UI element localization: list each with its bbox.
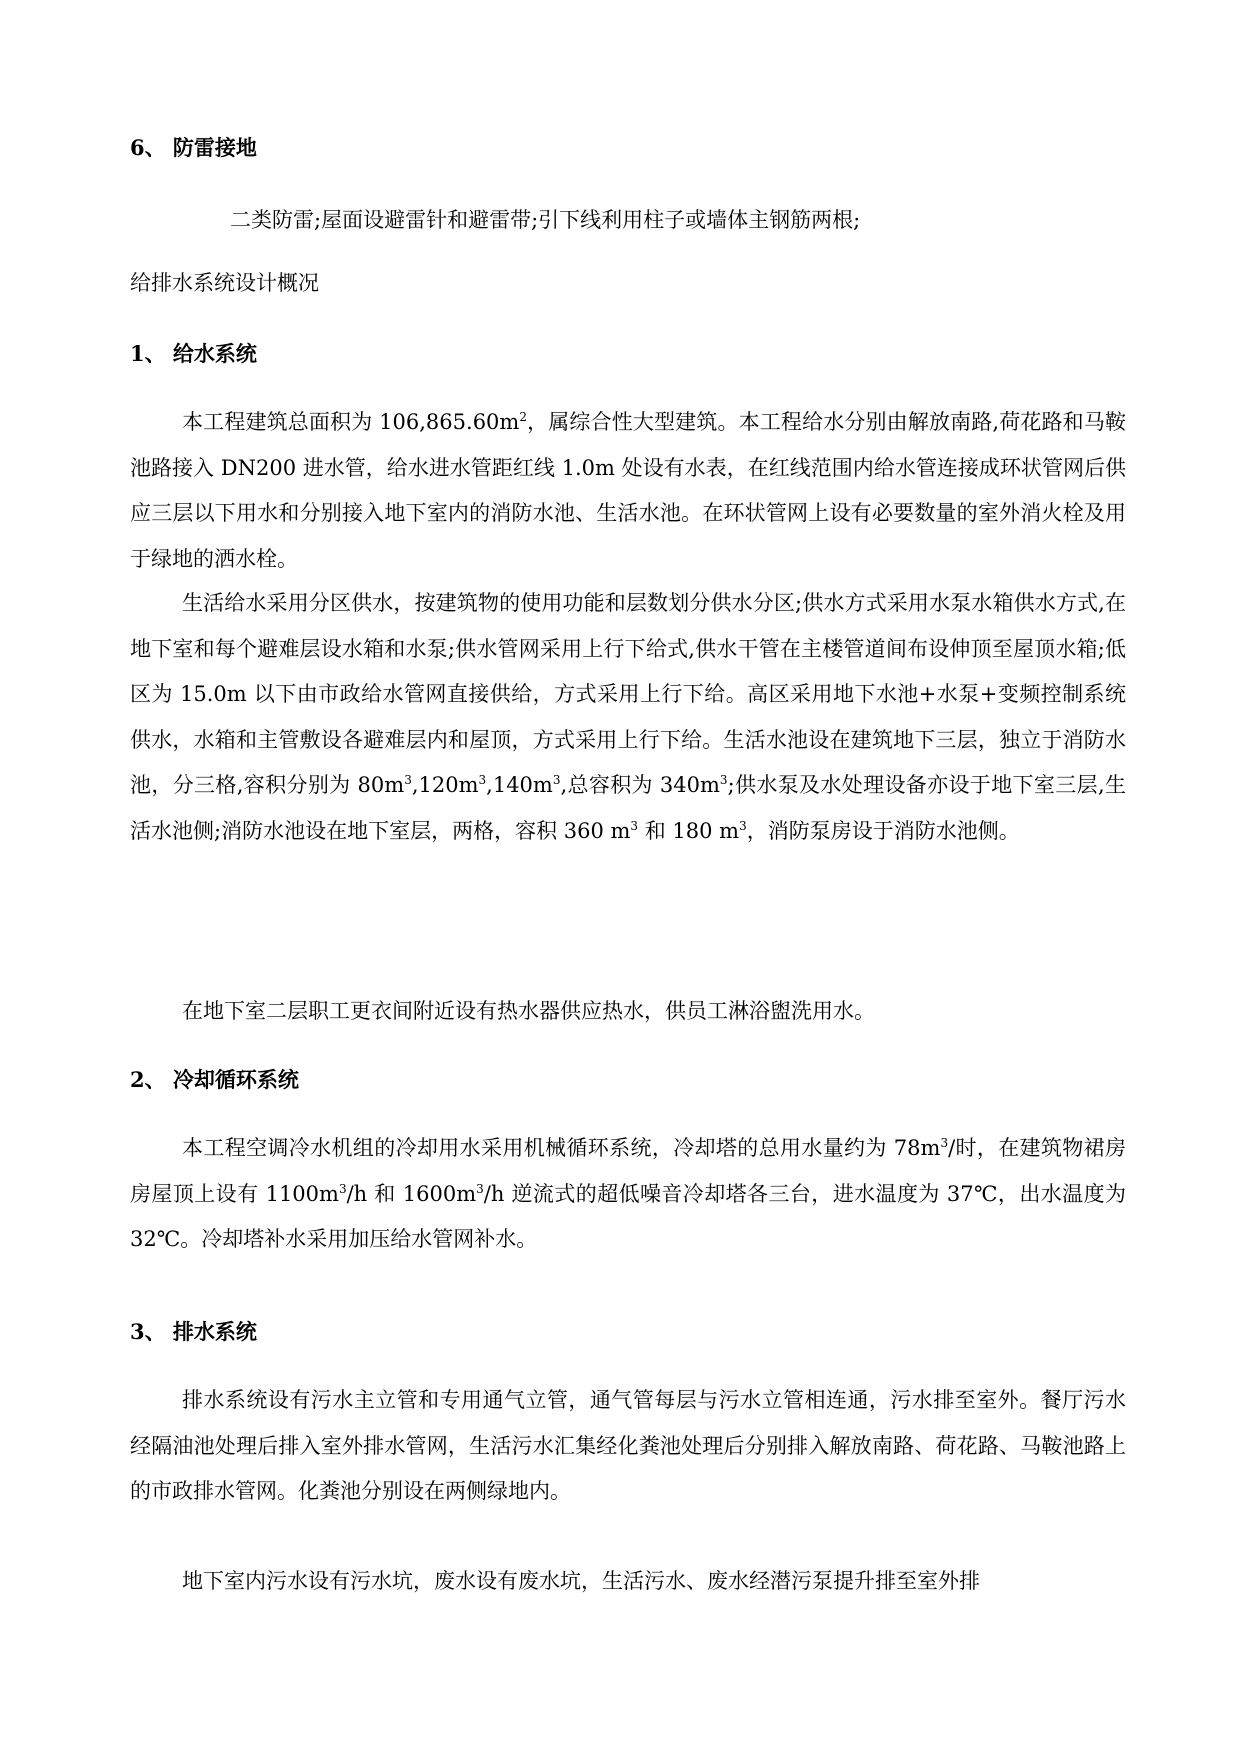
paragraph-water-supply-2: 生活给水采用分区供水，按建筑物的使用功能和层数划分供水分区;供水方式采用水泵水箱供水方式,在地下室和每个避难层设水箱和水泵;供水管网采用上行下给式,供水干管在主楼管道间布设伸顶至屋顶水箱;低区为 15.0m 以下由市政给水管网直接供给，方式采用上行下给。高区采用地下水池+水泵+变频控制系统供水，水箱和主管敷设各避难层内和屋顶，方式采用上行下给。生活水池设在建筑地下三层，独立于消防水池，分三格,容积分别为 $80m^3,120m^3,140m^3$,总容积为 $340m^3$;供水泵及水处理设备亦设于地下室三层,生活水池侧;消防水池设在地下室层，两格，容积 360 $m^3$ 和 180 $m^3$，消防泵房设于消防水池侧。 — [130, 591, 1126, 843]
paragraph-water-supply-1: 本工程建筑总面积为 $106,865.60m^2$，属综合性大型建筑。本工程给水分别由解放南路,荷花路和马鞍池路接入 DN200 进水管，给水进水管距红线 1.0m 处设有水表，在红线范围内给水管连接成环状管网后供应三层以下用水和分别接入地下室内的消防水池、生活水池。在环状管网上设有必要数量的室外消火栓及用于绿地的洒水栓。 — [130, 410, 1126, 571]
paragraph-lightning: 二类防雷;屋面设避雷针和避雷带;引下线利用柱子或墙体主钢筋两根; — [230, 208, 861, 232]
section-heading-water-supply: 1、 给水系统 — [130, 341, 257, 366]
section-heading-lightning: 6、 防雷接地 — [130, 135, 257, 160]
paragraph-cooling-1: 本工程空调冷水机组的冷却用水采用机械循环系统，冷却塔的总用水量约为 $78m^3/$时，在建筑物裙房房屋顶上设有 $1100m^3/h$ 和 $1600m^3/h$ 逆流式的超低噪音冷却塔各三台，进水温度为 37℃，出水温度为 32℃。冷却塔补水采用加压给水管网补水。 — [130, 1136, 1127, 1251]
section-heading-cooling: 2、 冷却循环系统 — [130, 1067, 299, 1092]
paragraph-drainage-1: 排水系统设有污水主立管和专用通气立管，通气管每层与污水立管相连通，污水排至室外。餐厅污水经隔油池处理后排入室外排水管网，生活污水汇集经化粪池处理后分别排入解放南路、荷花路、马鞍池路上的市政排水管网。化粪池分别设在两侧绿地内。 — [130, 1388, 1126, 1503]
section-heading-drainage: 3、 排水系统 — [130, 1319, 257, 1344]
section-title-water-overview: 给排水系统设计概况 — [130, 271, 319, 295]
paragraph-water-supply-3: 在地下室二层职工更衣间附近设有热水器供应热水，供员工淋浴盥洗用水。 — [182, 999, 875, 1023]
paragraph-drainage-2: 地下室内污水设有污水坑，废水设有废水坑，生活污水、废水经潜污泵提升排至室外排 — [182, 1569, 980, 1593]
